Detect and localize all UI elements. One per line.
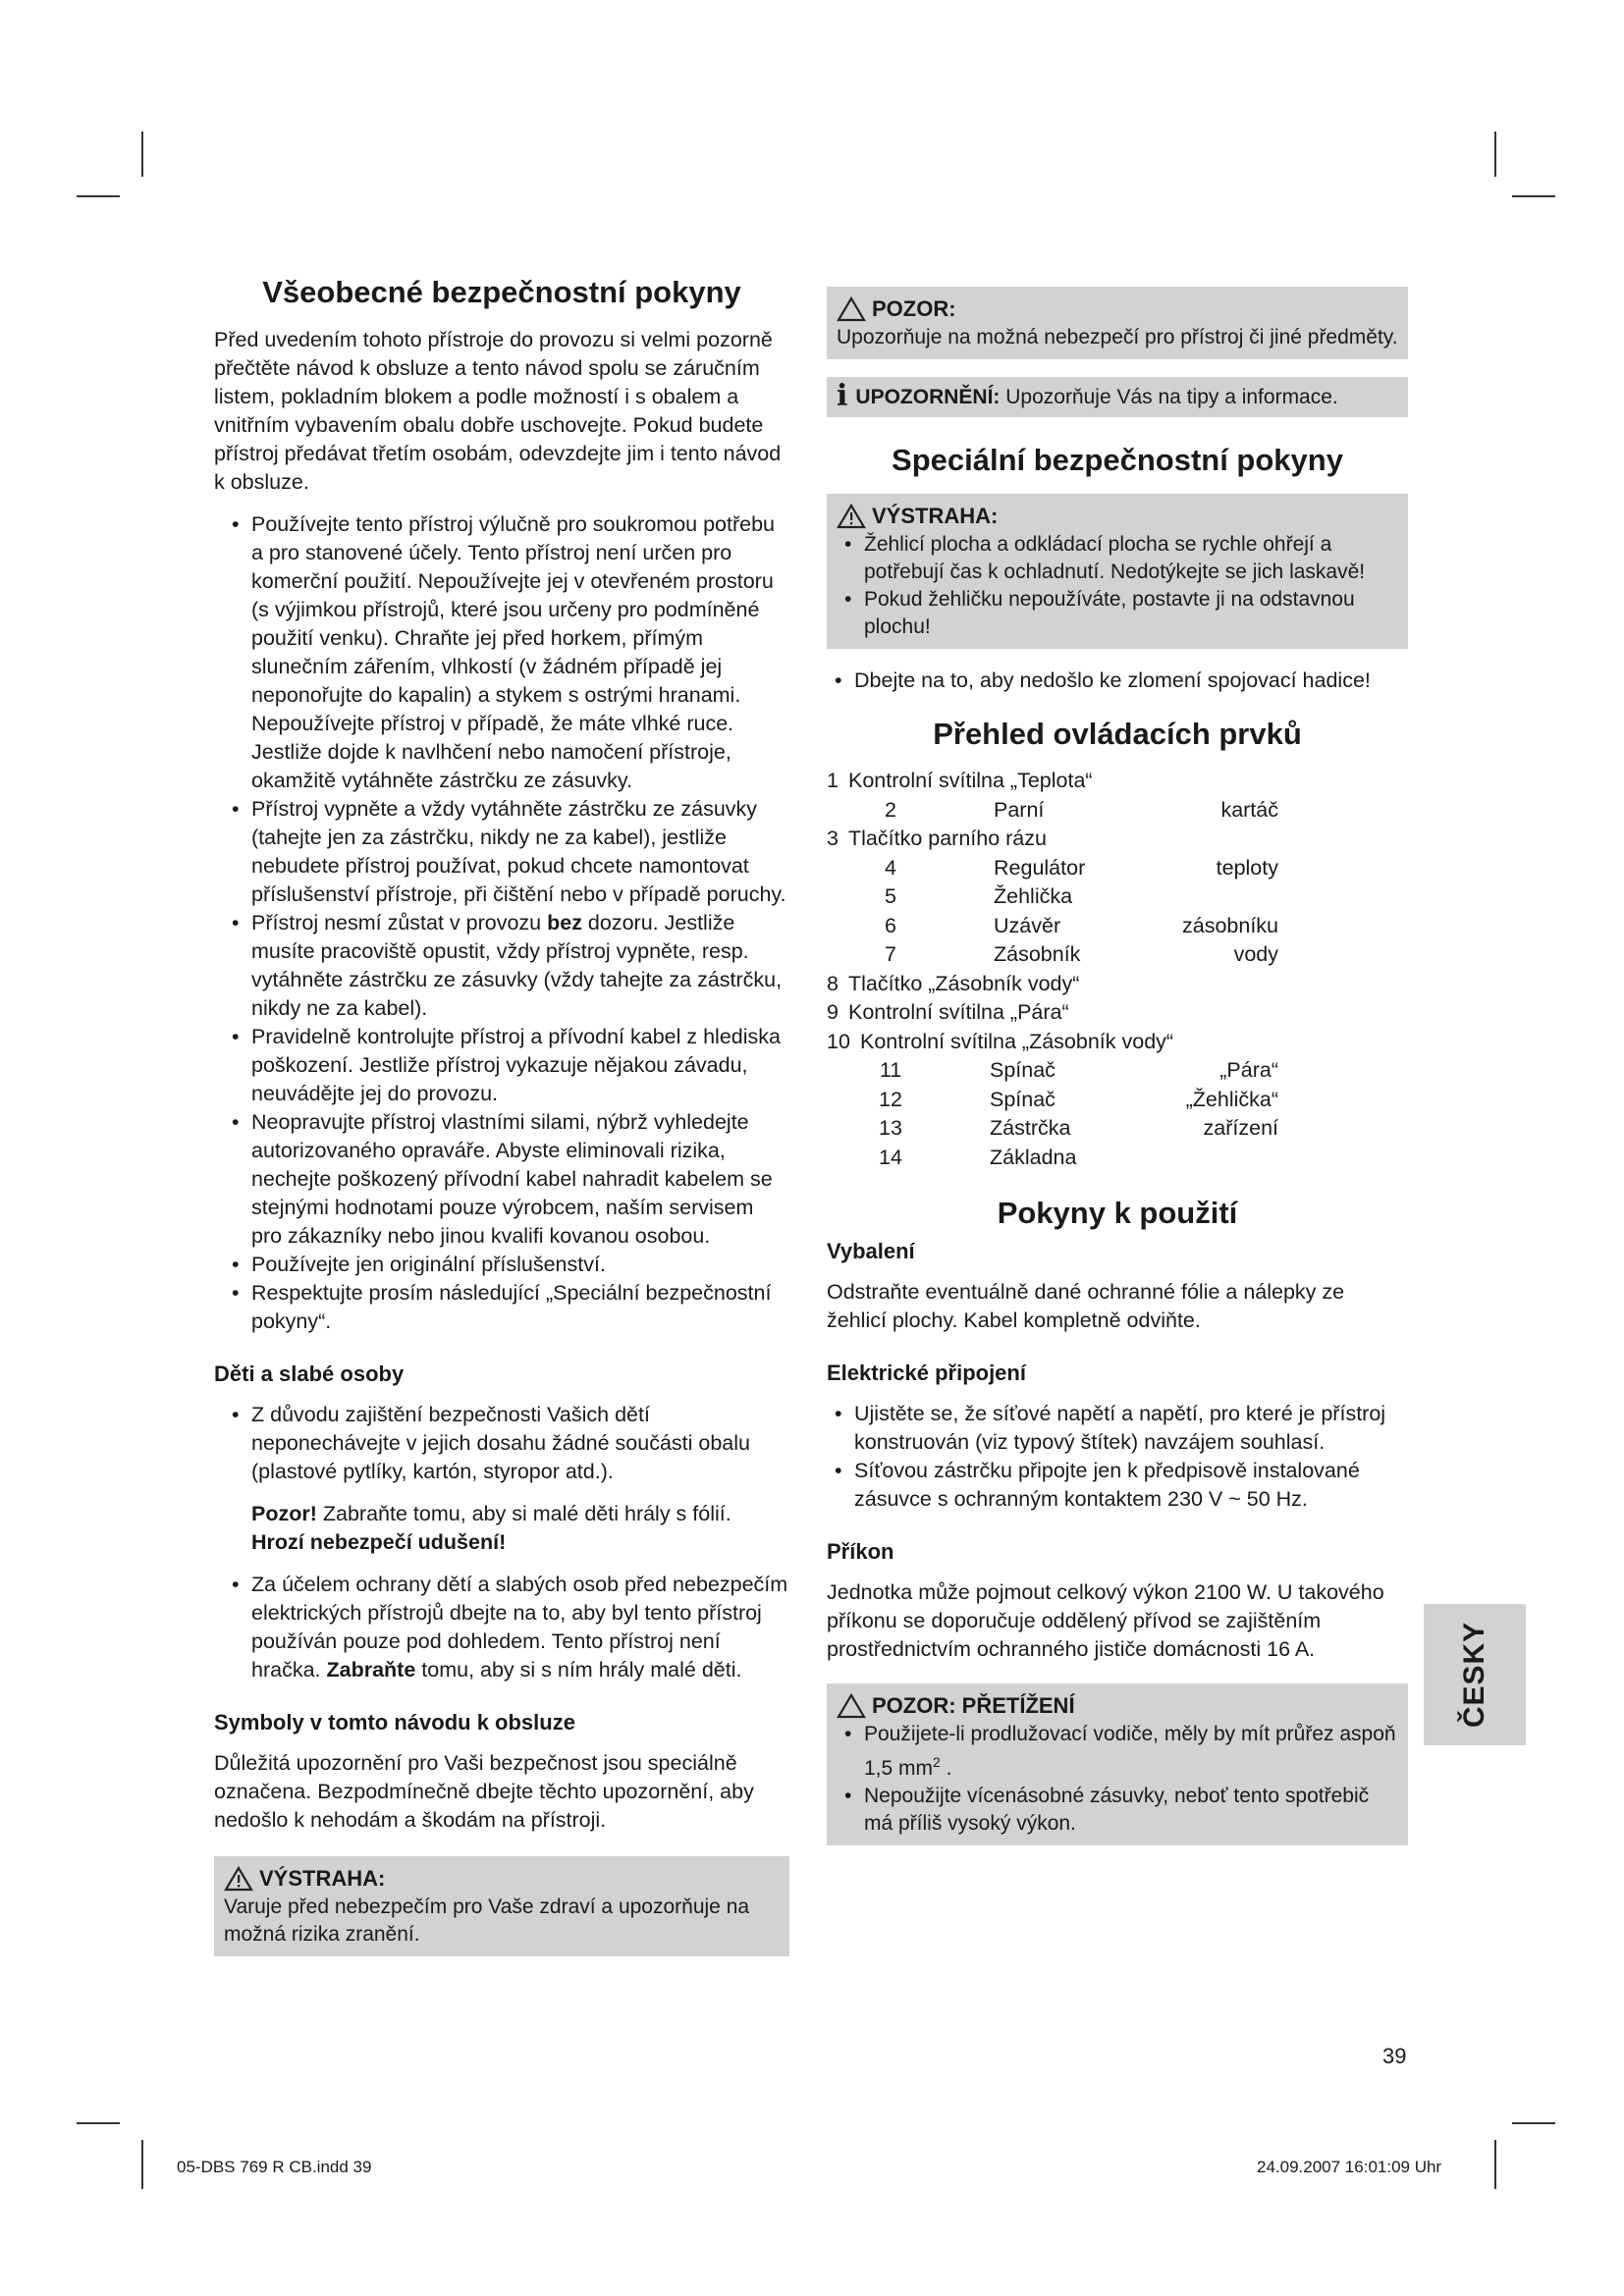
children-list-2 [214, 1571, 789, 1684]
electric-list [827, 1400, 1408, 1514]
info-icon: i [837, 379, 848, 413]
overload-box-title: POZOR: PŘETÍŽENÍ [872, 1692, 1075, 1718]
list-item: • Žehlicí plocha a odkládací plocha se rychle ohřejí a potřebují čas k ochladnutí. Nedotýkejte se jich laskavě! [837, 531, 1398, 586]
overload-box [827, 1683, 1408, 1845]
list-item: • Z důvodu zajištění bezpečnosti Vašich dětí neponechávejte v jejich dosahu žádné součásti obalu (plastové pytlíky, kartón, styropor atd.). [214, 1401, 789, 1486]
warning-box-title: VÝSTRAHA: [259, 1865, 386, 1891]
special-warning-box [827, 494, 1408, 649]
list-item: • Dbejte na to, aby nedošlo ke zlomení spojovací hadice! [827, 667, 1408, 695]
crop-mark [77, 2122, 120, 2124]
crop-mark [1494, 132, 1496, 177]
footer-file: 05-DBS 769 R CB.indd 39 [177, 2158, 372, 2176]
control-item: 8 Tlačítko „Zásobník vody“ [827, 971, 1080, 995]
list-item: • Přístroj nesmí zůstat v provozu bez dozoru. Jestliže musíte pracoviště opustit, vždy přístroj vypněte, resp. vytáhněte zástrčku ze zásuvky (vždy tahejte za zástrčku, nikdy ne za kabel). [214, 909, 789, 1023]
control-grid: 4 Regulátor teploty 5 Žehlička 6 Uzávěr zásobníku 7 Zásobník vody [885, 855, 1278, 967]
list-item: • Používejte jen originální příslušenství. [214, 1251, 789, 1279]
crop-mark [141, 2140, 143, 2189]
list-item: • Za účelem ochrany dětí a slabých osob před nebezpečím elektrických přístrojů dbejte na to, aby byl tento přístroj používán pouze pod dohledem. Tento přístroj není hračka. Zabraňte tomu, aby si s ním hrály malé děti. [214, 1571, 789, 1684]
children-title: Děti a slabé osoby [214, 1361, 405, 1386]
power-paragraph: Jednotka může pojmout celkový výkon 2100 W. U takového příkonu se doporučuje oddělený přívod se zajištěním prostřednictvím ochranného jističe domácnosti 16 A. [827, 1579, 1384, 1661]
pozor-box [827, 287, 1408, 359]
pozor-box-text: Upozorňuje na možná nebezpečí pro přístroj či jiné předměty. [837, 326, 1398, 348]
special-bullets [827, 667, 1408, 695]
special-warning-title: VÝSTRAHA: [872, 503, 999, 528]
controls-title: Přehled ovládacích prvků [933, 716, 1302, 751]
crop-mark [1512, 2122, 1555, 2124]
usage-title: Pokyny k použití [997, 1196, 1238, 1231]
list-item: • Neopravujte přístroj vlastními silami, nýbrž vyhledejte autorizovaného opraváře. Abyste eliminovali rizika, nechejte poškozený přívodní kabel nahradit kabelem se stejnými hodnotami pouze výrobcem, naším servisem pro zákazníky nebo jinou kvalifi kovanou osobou. [214, 1108, 789, 1251]
warning-triangle-icon [224, 1866, 253, 1892]
list-item: • Používejte tento přístroj výlučně pro soukromou potřebu a pro stanovené účely. Tento přístroj není určen pro komerční použití. Nepoužívejte jej v otevřeném prostoru (s výjimkou přístrojů, které jsou určeny pro podmíněné použití venku). Chraňte jej před horkem, přímým slunečním zářením, vlhkostí (v žádném případě jej neponořujte do kapalin) a stykem s ostrými hranami. Nepoužívejte přístroj v případě, že máte vlhké ruce. Jestliže dojde k navlhčení nebo namočení přístroje, okamžitě vytáhněte zástrčku ze zásuvky. [214, 510, 789, 795]
right-column [827, 287, 1408, 1863]
children-list [214, 1401, 789, 1486]
safety-list [214, 510, 789, 1336]
warning-box [214, 1856, 789, 1956]
caution-triangle-icon [837, 1693, 866, 1719]
symbols-title: Symboly v tomto návodu k obsluze [214, 1709, 575, 1735]
power-title: Příkon [827, 1538, 894, 1564]
info-box [827, 377, 1408, 417]
control-item: 10 Kontrolní svítilna „Zásobník vody“ [827, 1029, 1174, 1053]
list-item: • Použijete-li prodlužovací vodiče, měly by mít průřez aspoň 1,5 $mm^2$ . [837, 1721, 1398, 1783]
warning-triangle-icon [837, 504, 866, 529]
info-box-text: Upozorňuje Vás na tipy a informace. [1000, 386, 1338, 408]
list-item: • Nepoužijte vícenásobné zásuvky, neboť tento spotřebič má příliš vysoký výkon. [837, 1783, 1398, 1838]
list-item: • Síťovou zástrčku připojte jen k předpisově instalované zásuvce s ochranným kontaktem 230 V ~ 50 Hz. [827, 1457, 1408, 1514]
crop-mark [77, 195, 120, 197]
special-safety-title: Speciální bezpečnostní pokyny [892, 443, 1343, 477]
electric-title: Elektrické připojení [827, 1360, 1026, 1385]
unpack-paragraph: Odstraňte eventuálně dané ochranné fólie a nálepky ze žehlicí plochy. Kabel kompletně odviňte. [827, 1279, 1345, 1332]
list-item: • Ujistěte se, že síťové napětí a napětí, pro které je přístroj konstruován (viz typový štítek) navzájem souhlasí. [827, 1400, 1408, 1457]
control-item: 9 Kontrolní svítilna „Pára“ [827, 1000, 1069, 1025]
language-tab: ČESKY [1424, 1604, 1526, 1745]
info-box-title: UPOZORNĚNÍ: [855, 386, 1001, 408]
unpack-title: Vybalení [827, 1238, 915, 1263]
pozor-paragraph: Pozor! Zabraňte tomu, aby si malé děti hrály s fólií. Hrozí nebezpečí udušení! [251, 1501, 731, 1554]
caution-triangle-icon [837, 296, 866, 322]
general-safety-title: Všeobecné bezpečnostní pokyny [262, 275, 741, 309]
pozor-box-title: POZOR: [872, 296, 956, 321]
crop-mark [141, 132, 143, 177]
list-item: • Pokud žehličku nepoužíváte, postavte ji na odstavnou plochu! [837, 586, 1398, 641]
control-grid: 2 Parní kartáč [885, 797, 1278, 822]
list-item: • Respektujte prosím následující „Speciální bezpečnostní pokyny“. [214, 1279, 789, 1336]
list-item: • Pravidelně kontrolujte přístroj a přívodní kabel z hlediska poškození. Jestliže přístroj vykazuje nějakou závadu, neuvádějte jej do provozu. [214, 1023, 789, 1108]
left-column [214, 275, 789, 1974]
intro-paragraph: Před uvedením tohoto přístroje do provozu si velmi pozorně přečtěte návod k obsluze a tento návod spolu se záručním listem, pokladním blokem a podle možností i s obalem a vnitřním vybavením obalu dobře uschovejte. Pokud budete přístroj předávat třetím osobám, odevzdejte jim i tento návod k obsluze. [214, 327, 782, 494]
footer-timestamp: 24.09.2007 16:01:09 Uhr [1257, 2158, 1442, 2176]
controls-list [827, 767, 1408, 1172]
crop-mark [1494, 2140, 1496, 2189]
control-grid: 11 Spínač „Pára“ 12 Spínač „Žehlička“ 13 Zástrčka zařízení 14 Základna [879, 1058, 1278, 1169]
warning-box-text: Varuje před nebezpečím pro Vaše zdraví a upozorňuje na možná rizika zranění. [224, 1895, 750, 1946]
control-item: 3 Tlačítko parního rázu [827, 827, 1047, 851]
control-item: 1 Kontrolní svítilna „Teplota“ [827, 769, 1093, 793]
page-number: 39 [1382, 2044, 1407, 2068]
crop-mark [1512, 195, 1555, 197]
list-item: • Přístroj vypněte a vždy vytáhněte zástrčku ze zásuvky (tahejte jen za zástrčku, nikdy ne za kabel), jestliže nebudete přístroj používat, pokud chcete namontovat příslušenství přístroje, při čištění nebo v případě poruchy. [214, 795, 789, 909]
symbols-paragraph: Důležitá upozornění pro Vaši bezpečnost jsou speciálně označena. Bezpodmínečně dbejte těchto upozornění, aby nedošlo k nehodám a škodám na přístroji. [214, 1750, 754, 1832]
